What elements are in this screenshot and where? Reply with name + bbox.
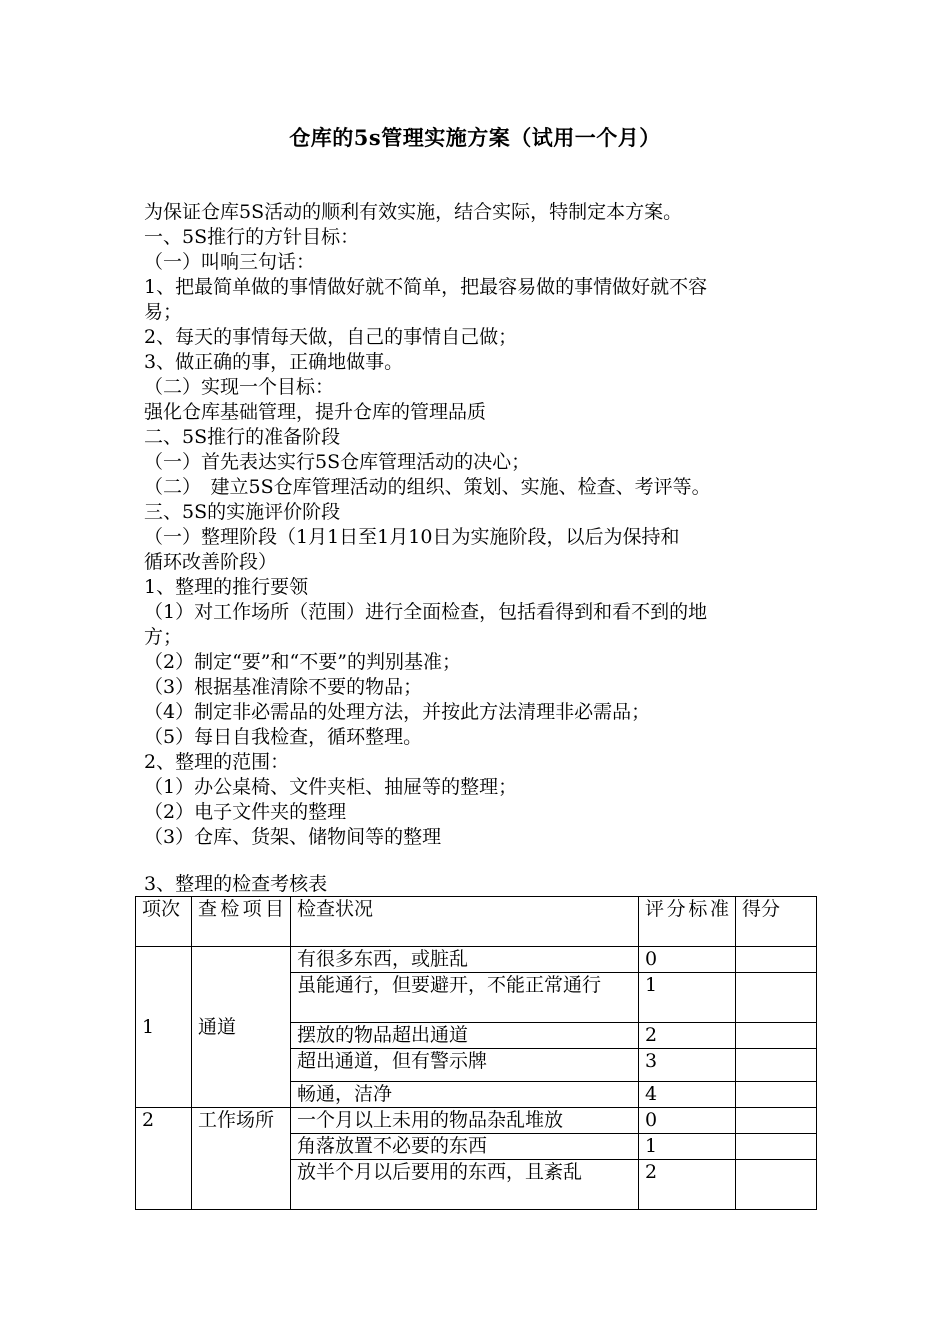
- section-2-2: （二） 建立5S仓库管理活动的组织、策划、实施、检查、考评等。: [144, 476, 711, 498]
- inspection-table: [135, 896, 817, 1210]
- goal-text: 强化仓库基础管理，提升仓库的管理品质: [144, 401, 487, 423]
- group-2-item: 工作场所: [192, 1108, 291, 1210]
- document-body: [144, 200, 824, 897]
- header-score: 得分: [736, 897, 817, 947]
- row-status: 虽能通行，但要避开，不能正常通行: [291, 973, 639, 1023]
- row-score: [736, 1082, 817, 1108]
- row-status: 一个月以上未用的物品杂乱堆放: [291, 1108, 639, 1134]
- section-1-2-heading: （二）实现一个目标：: [144, 376, 335, 398]
- row-standard: 1: [639, 1134, 736, 1160]
- row-score: [736, 1049, 817, 1082]
- section-2-heading: 二、5S推行的准备阶段: [144, 426, 341, 448]
- row-standard: 2: [639, 1023, 736, 1049]
- row-status: 畅通，洁净: [291, 1082, 639, 1108]
- row-score: [736, 1134, 817, 1160]
- point-1-2: （2）制定“要”和“不要”的判别基准；: [144, 651, 461, 673]
- point-1-heading: 1、整理的推行要领: [144, 576, 309, 598]
- row-score: [736, 1160, 817, 1210]
- row-status: 角落放置不必要的东西: [291, 1134, 639, 1160]
- point-2-3: （3）仓库、货架、储物间等的整理: [144, 826, 442, 848]
- row-status: 摆放的物品超出通道: [291, 1023, 639, 1049]
- row-standard: 0: [639, 1108, 736, 1134]
- point-2-heading: 2、整理的范围：: [144, 751, 290, 773]
- group-1-no: 1: [136, 947, 192, 1108]
- spacer: [144, 850, 824, 872]
- point-1-5: （5）每日自我检查，循环整理。: [144, 726, 423, 748]
- header-status: 检查状况: [291, 897, 639, 947]
- point-2-1: （1）办公桌椅、文件夹柜、抽屉等的整理；: [144, 776, 518, 798]
- table-row: [136, 947, 817, 973]
- row-score: [736, 1108, 817, 1134]
- row-status: 放半个月以后要用的东西，且紊乱: [291, 1160, 639, 1210]
- point-1-1-line-a: （1）对工作场所（范围）进行全面检查，包括看得到和看不到的地: [144, 601, 708, 623]
- row-status: 超出通道，但有警示牌: [291, 1049, 639, 1082]
- section-3-heading: 三、5S的实施评价阶段: [144, 501, 341, 523]
- row-status: 有很多东西，或脏乱: [291, 947, 639, 973]
- slogan-1-line-b: 易；: [144, 301, 183, 323]
- row-score: [736, 947, 817, 973]
- section-1-1-heading: （一）叫响三句话：: [144, 251, 316, 273]
- point-1-1-line-b: 方；: [144, 626, 183, 648]
- table-header-row: [136, 897, 817, 947]
- table-row: [136, 1108, 817, 1134]
- row-score: [736, 973, 817, 1023]
- header-item: 查检项目: [192, 897, 291, 947]
- point-3-heading: 3、整理的检查考核表: [144, 873, 328, 895]
- header-standard: 评分标准: [639, 897, 736, 947]
- row-score: [736, 1023, 817, 1049]
- row-standard: 3: [639, 1049, 736, 1082]
- document-title: 仓库的5s管理实施方案（试用一个月）: [289, 125, 661, 150]
- group-2-no: 2: [136, 1108, 192, 1210]
- section-3-1-line-b: 循环改善阶段）: [144, 551, 278, 573]
- row-standard: 1: [639, 973, 736, 1023]
- section-1-heading: 一、5S推行的方针目标：: [144, 226, 360, 248]
- section-2-1: （一）首先表达实行5S仓库管理活动的决心；: [144, 451, 531, 473]
- row-standard: 0: [639, 947, 736, 973]
- header-no: 项次: [136, 897, 192, 947]
- slogan-3: 3、做正确的事，正确地做事。: [144, 351, 404, 373]
- point-1-3: （3）根据基准清除不要的物品；: [144, 676, 423, 698]
- point-2-2: （2）电子文件夹的整理: [144, 801, 347, 823]
- group-1-item: 通道: [192, 947, 291, 1108]
- point-1-4: （4）制定非必需品的处理方法，并按此方法清理非必需品；: [144, 701, 651, 723]
- section-3-1-line-a: （一）整理阶段（1月1日至1月10日为实施阶段，以后为保持和: [144, 526, 680, 548]
- row-standard: 2: [639, 1160, 736, 1210]
- slogan-1-line-a: 1、把最简单做的事情做好就不简单，把最容易做的事情做好就不容: [144, 276, 708, 298]
- row-standard: 4: [639, 1082, 736, 1108]
- intro-paragraph: 为保证仓库5S活动的顺利有效实施，结合实际，特制定本方案。: [144, 201, 683, 223]
- slogan-2: 2、每天的事情每天做，自己的事情自己做；: [144, 326, 518, 348]
